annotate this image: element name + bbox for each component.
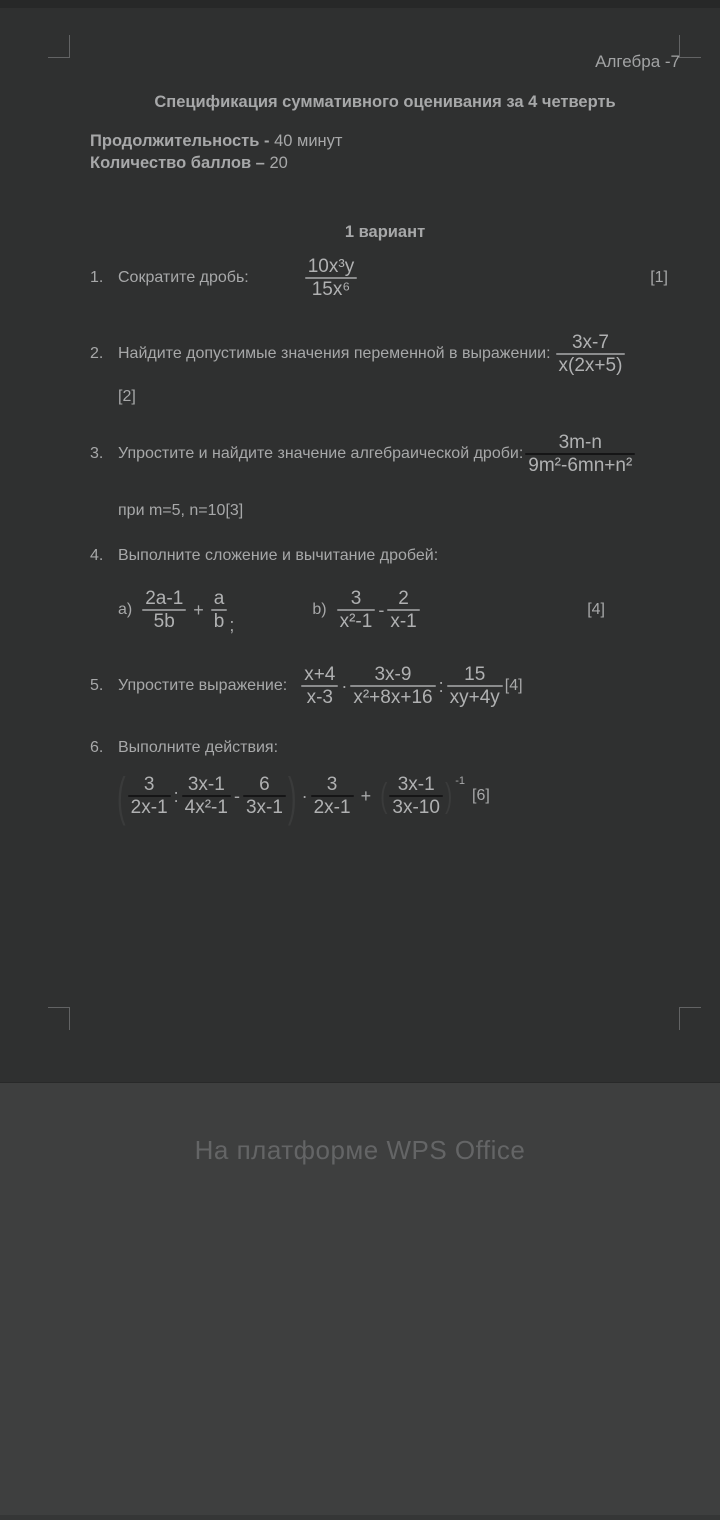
- fraction-denominator: x-1: [390, 611, 417, 632]
- semicolon: ;: [229, 615, 235, 635]
- fraction-numerator: 2a-1: [145, 588, 184, 609]
- plus-operator: +: [360, 785, 372, 806]
- score-badge: [1]: [650, 269, 668, 286]
- fraction-denominator: 5b: [153, 611, 175, 632]
- fraction-numerator: x+4: [304, 664, 336, 685]
- fraction: [128, 774, 171, 818]
- fraction-numerator: 3: [350, 588, 362, 609]
- fraction-denominator: x²-1: [339, 611, 373, 632]
- fraction: [305, 256, 357, 300]
- divide-operator: :: [173, 785, 179, 806]
- open-paren: (: [380, 775, 388, 815]
- fraction: [142, 588, 186, 632]
- fraction: [447, 664, 503, 708]
- fraction-numerator: 3x-7: [571, 332, 609, 353]
- multiply-operator: ·: [341, 676, 348, 696]
- fraction-denominator: 3x-1: [245, 797, 283, 818]
- fraction-numerator: 10x³y: [307, 256, 355, 277]
- subject-label: Алгебра -7: [595, 52, 680, 71]
- fraction-numerator: 3x-1: [397, 774, 435, 795]
- fraction: [301, 664, 338, 708]
- fraction: [525, 432, 635, 476]
- fraction-denominator: x-3: [306, 687, 333, 708]
- fraction-denominator: 4x²-1: [184, 797, 228, 818]
- problem-number: 6.: [90, 739, 104, 756]
- problem-text: Найдите допустимые значения переменной в выражении:: [118, 345, 551, 362]
- page-gap-bottom: [0, 1515, 720, 1520]
- close-paren: ): [444, 775, 453, 815]
- score-badge: [2]: [118, 388, 136, 405]
- problem-text: Выполните действия:: [118, 739, 279, 756]
- fraction-denominator: 9m²-6mn+n²: [528, 455, 633, 476]
- close-paren: ): [287, 765, 297, 827]
- duration-value: 40 минут: [274, 132, 343, 150]
- exponent: -1: [455, 775, 466, 787]
- problem-4: [90, 546, 680, 566]
- fraction-numerator: 3x-1: [187, 774, 225, 795]
- problem-5: [90, 664, 680, 708]
- document-page[interactable]: [0, 8, 720, 1083]
- subproblem-label: a): [118, 601, 133, 618]
- minus-operator: -: [378, 599, 385, 620]
- fraction-numerator: 3x-9: [374, 664, 412, 685]
- fraction-numerator: a: [213, 588, 225, 609]
- page-content: [0, 8, 720, 1082]
- fraction: [350, 664, 435, 708]
- fraction-numerator: 15: [464, 664, 486, 685]
- fraction: [182, 774, 231, 818]
- fraction-numerator: 2: [398, 588, 409, 609]
- points-label: Количество баллов –: [90, 154, 265, 172]
- problem-number: 4.: [90, 547, 104, 564]
- points-value: 20: [269, 154, 288, 172]
- score-badge: [4]: [587, 601, 605, 618]
- plus-operator: +: [193, 599, 204, 620]
- divide-operator: :: [438, 676, 444, 696]
- problem-number: 5.: [90, 677, 104, 694]
- open-paren: (: [117, 765, 126, 827]
- fraction-denominator: x²+8x+16: [353, 687, 433, 708]
- condition-text: при m=5, n=10: [118, 502, 226, 519]
- problem-3-condition: [90, 502, 680, 520]
- fraction-numerator: 3m-n: [558, 432, 602, 453]
- fraction: [311, 774, 354, 818]
- page-gap-top: [0, 0, 720, 8]
- problem-number: 3.: [90, 445, 104, 462]
- duration-line: [90, 130, 680, 152]
- fraction-numerator: 6: [259, 774, 270, 795]
- fraction-denominator: 2x-1: [313, 797, 351, 818]
- subproblem-a: [118, 588, 235, 635]
- page-title: Спецификация суммативного оценивания за 4 четверть: [154, 93, 616, 111]
- fraction-numerator: 3: [143, 774, 155, 795]
- multiply-operator: ·: [301, 785, 308, 806]
- problem-number: 1.: [90, 269, 104, 286]
- fraction: [243, 774, 286, 818]
- problem-number: 2.: [90, 345, 104, 362]
- fraction-denominator: x(2x+5): [558, 355, 623, 376]
- fraction-denominator: xy+4y: [449, 687, 500, 708]
- problem-6-expression: [115, 765, 680, 827]
- score-badge: [6]: [472, 787, 490, 804]
- subproblem-b: [312, 588, 419, 632]
- fraction-denominator: 2x-1: [130, 797, 168, 818]
- fraction-denominator: b: [213, 611, 225, 632]
- fraction-denominator: 3x-10: [392, 797, 440, 818]
- problem-text: Выполните сложение и вычитание дробей:: [118, 547, 439, 564]
- fraction: [211, 588, 228, 632]
- problem-text: Сократите дробь:: [118, 269, 249, 286]
- problem-3: [90, 432, 680, 476]
- wps-office-watermark: На платформе WPS Office: [194, 1135, 526, 1165]
- problem-text: Упростите и найдите значение алгебраической дроби:: [118, 445, 524, 462]
- score-badge: [4]: [504, 677, 523, 694]
- fraction: [556, 332, 626, 376]
- problem-2: [90, 332, 680, 376]
- fraction-denominator: 15x⁶: [311, 279, 351, 300]
- points-line: [90, 152, 680, 174]
- subproblem-label: b): [312, 601, 327, 618]
- fraction: [389, 774, 443, 818]
- score-badge: [3]: [225, 502, 244, 519]
- variant-heading: 1 вариант: [344, 223, 426, 241]
- duration-label: Продолжительность -: [90, 132, 270, 150]
- problem-6: [90, 738, 680, 758]
- fraction: [337, 588, 376, 632]
- fraction-numerator: 3: [326, 774, 338, 795]
- fraction: [387, 588, 419, 632]
- platform-footer: [0, 1083, 720, 1515]
- problem-text: Упростите выражение:: [118, 677, 288, 694]
- problem-4-expressions: [90, 588, 680, 635]
- problem-1: [90, 256, 680, 300]
- minus-operator: -: [233, 785, 240, 806]
